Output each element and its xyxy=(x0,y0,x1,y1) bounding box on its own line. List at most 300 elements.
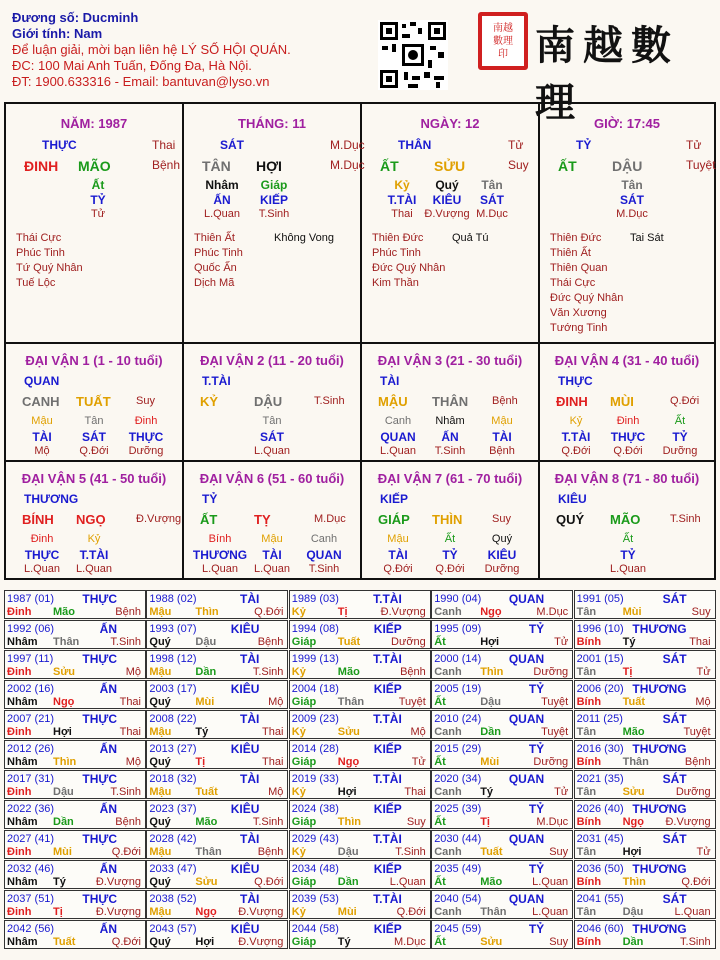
star-item: Dịch Mã xyxy=(194,277,235,289)
year-stem: Mậu xyxy=(149,846,172,858)
year-branch: Sửu xyxy=(53,666,76,678)
year-cell[interactable] xyxy=(146,890,288,919)
hidden-stem-item: Kỷ xyxy=(394,178,410,192)
star-item-2: Không Vong xyxy=(274,232,334,244)
year-god: QUAN xyxy=(508,772,545,786)
year-cell[interactable] xyxy=(289,860,431,889)
star-item: Tướng Tinh xyxy=(550,322,608,334)
pillar-branch-status: Suy xyxy=(508,158,529,172)
year-label: 1989 (03) xyxy=(291,593,339,605)
dai-van-stem: KỶ xyxy=(200,394,219,409)
year-stem: Kỷ xyxy=(291,726,306,738)
year-label: 2016 (30) xyxy=(576,743,624,755)
year-branch: Sửu xyxy=(622,786,645,798)
year-stem: Giáp xyxy=(291,636,317,648)
year-label: 2019 (33) xyxy=(291,773,339,785)
year-branch: Tuất xyxy=(195,786,218,798)
year-cell[interactable] xyxy=(289,800,431,829)
pillar-god-top: THÂN xyxy=(398,138,432,152)
dai-van-status: T.Sinh xyxy=(314,395,345,407)
year-branch: Hợi xyxy=(337,786,357,798)
year-label: 2033 (47) xyxy=(149,863,197,875)
year-cell[interactable] xyxy=(4,680,146,709)
year-branch: Tý xyxy=(53,876,66,888)
year-label: 2039 (53) xyxy=(291,893,339,905)
year-god: TỶ xyxy=(528,922,545,936)
year-god: KIẾP xyxy=(373,682,402,696)
pillar-grid xyxy=(4,102,716,580)
year-cell[interactable] xyxy=(431,710,573,739)
year-status: Q.Đới xyxy=(681,876,711,888)
year-cell[interactable] xyxy=(146,860,288,889)
year-stem: Tân xyxy=(576,786,597,798)
year-god: KIÊU xyxy=(230,742,260,756)
year-status: Tử xyxy=(696,846,711,858)
dai-van-god: KIÊU xyxy=(558,492,587,506)
year-status: Q.Đới xyxy=(254,606,284,618)
year-branch: Mão xyxy=(480,876,503,888)
year-label: 1997 (11) xyxy=(7,653,54,665)
year-status: Thai xyxy=(261,756,284,768)
year-stem: Mậu xyxy=(149,666,172,678)
year-stem: Canh xyxy=(434,666,462,678)
year-branch: Thìn xyxy=(337,816,362,828)
dai-van-hidden-item: QUAN xyxy=(380,430,416,444)
year-label: 2005 (19) xyxy=(434,683,482,695)
dai-van-hidden-item: Q.Đới xyxy=(79,445,109,457)
year-status: L.Quan xyxy=(532,876,569,888)
dai-van-cell[interactable] xyxy=(184,344,362,462)
star-item: Phúc Tinh xyxy=(16,247,65,259)
year-branch: Dậu xyxy=(53,786,74,798)
year-stem: Ất xyxy=(434,876,446,888)
year-branch: Thân xyxy=(622,756,649,768)
dai-van-hidden-item: T.TÀI xyxy=(561,430,591,444)
year-stem: Kỷ xyxy=(291,666,306,678)
dai-van-stem: QUÝ xyxy=(556,512,585,527)
year-god: ẤN xyxy=(99,922,117,936)
year-cell[interactable] xyxy=(431,590,573,619)
year-status: Bệnh xyxy=(400,666,426,678)
year-cell[interactable] xyxy=(289,770,431,799)
dai-van-cell[interactable] xyxy=(362,344,540,462)
year-god: KIẾP xyxy=(373,742,402,756)
year-label: 2004 (18) xyxy=(291,683,339,695)
year-status: Đ.Vượng xyxy=(95,876,141,888)
year-stem: Kỷ xyxy=(291,846,306,858)
pillar-branch: DẬU xyxy=(612,158,643,174)
dai-van-status: M.Dục xyxy=(314,513,346,525)
year-cell[interactable] xyxy=(146,680,288,709)
year-status: Đ.Vượng xyxy=(238,906,284,918)
year-god: TỶ xyxy=(528,802,545,816)
year-stem: Kỷ xyxy=(291,606,306,618)
year-cell[interactable] xyxy=(431,860,573,889)
year-god: THƯƠNG xyxy=(632,622,687,636)
dai-van-hidden-item: Q.Đới xyxy=(613,445,643,457)
pillar-top-status: M.Dục xyxy=(330,138,365,152)
dai-van-title: ĐẠI VẬN 2 (11 - 20 tuổi) xyxy=(200,353,344,368)
year-cell[interactable] xyxy=(4,920,146,949)
year-status: Q.Đới xyxy=(111,936,141,948)
name-value: Ducminh xyxy=(82,10,139,25)
year-cell[interactable] xyxy=(4,860,146,889)
dai-van-hidden-item: Ất xyxy=(622,533,634,545)
dai-van-hidden-item: Dưỡng xyxy=(662,445,698,457)
year-label: 1993 (07) xyxy=(149,623,197,635)
year-label: 2025 (39) xyxy=(434,803,482,815)
dai-van-cell[interactable] xyxy=(6,344,184,462)
hidden-stem: Tân xyxy=(621,178,643,192)
year-god: THƯƠNG xyxy=(632,682,687,696)
year-stem: Mậu xyxy=(149,786,172,798)
year-status: Q.Đới xyxy=(396,906,426,918)
dai-van-hidden-item: Dưỡng xyxy=(484,563,520,575)
year-god: QUAN xyxy=(508,892,545,906)
year-cell[interactable] xyxy=(289,650,431,679)
year-god: THƯƠNG xyxy=(632,802,687,816)
year-label: 2020 (34) xyxy=(434,773,482,785)
year-label: 2035 (49) xyxy=(434,863,482,875)
dai-van-hidden-item: TÀI xyxy=(388,548,408,562)
year-status: Tử xyxy=(696,666,711,678)
year-label: 2030 (44) xyxy=(434,833,482,845)
year-stem: Tân xyxy=(576,846,597,858)
dai-van-hidden-item: Mậu xyxy=(261,533,283,545)
year-cell[interactable] xyxy=(4,650,146,679)
year-cell[interactable] xyxy=(146,590,288,619)
dai-van-stem: CANH xyxy=(22,394,60,409)
year-cell[interactable] xyxy=(431,770,573,799)
year-status: T.Sinh xyxy=(252,816,284,828)
star-item: Đức Quý Nhân xyxy=(550,292,624,304)
dai-van-hidden-item: TỶ xyxy=(620,548,636,562)
year-branch: Ngọ xyxy=(622,816,644,828)
year-status: Mộ xyxy=(125,756,141,768)
contact-line-2: ĐC: 100 Mai Anh Tuấn, Đống Đa, Hà Nội. xyxy=(12,58,252,73)
year-stem: Tân xyxy=(576,666,597,678)
year-cell[interactable] xyxy=(289,590,431,619)
dai-van-hidden-item: T.Sinh xyxy=(434,445,466,457)
year-cell[interactable] xyxy=(146,740,288,769)
year-label: 2007 (21) xyxy=(7,713,55,725)
dai-van-status: Bệnh xyxy=(492,395,518,407)
year-branch: Thìn xyxy=(622,876,646,888)
qr-code-icon[interactable] xyxy=(378,20,448,90)
year-stem: Canh xyxy=(434,846,462,858)
year-status: Tử xyxy=(554,636,569,648)
year-branch: Tuất xyxy=(622,696,645,708)
year-cell[interactable] xyxy=(4,740,146,769)
year-god: TỶ xyxy=(528,622,545,636)
pillar-branch-status: Bệnh xyxy=(152,158,181,172)
dai-van-title: ĐẠI VẬN 5 (41 - 50 tuổi) xyxy=(21,471,167,486)
dai-van-title: ĐẠI VẬN 3 (21 - 30 tuổi) xyxy=(377,353,523,368)
year-god: QUAN xyxy=(508,832,545,846)
dai-van-hidden-item: Bệnh xyxy=(489,445,515,457)
hidden-stem-item: L.Quan xyxy=(203,208,241,220)
dai-van-stem: GIÁP xyxy=(378,512,410,527)
year-status: Thai xyxy=(119,696,141,708)
year-branch: Tuất xyxy=(53,936,76,948)
year-branch: Ngọ xyxy=(195,906,217,918)
year-cell[interactable] xyxy=(431,800,573,829)
year-god: ẤN xyxy=(99,622,117,636)
year-god: KIÊU xyxy=(230,802,260,816)
year-god: SÁT xyxy=(662,712,687,726)
dai-van-hidden-item: L.Quan xyxy=(609,563,647,575)
dai-van-status: Q.Đới xyxy=(670,395,700,407)
dai-van-hidden-item: TỶ xyxy=(672,430,688,444)
year-cell[interactable] xyxy=(431,830,573,859)
year-god: TÀI xyxy=(240,592,260,606)
year-branch: Mão xyxy=(337,666,360,678)
pillar-god-top: SÁT xyxy=(220,138,244,152)
year-status: Q.Đới xyxy=(111,846,141,858)
year-status: Thai xyxy=(261,726,284,738)
year-branch: Thân xyxy=(337,696,365,708)
year-cell[interactable] xyxy=(431,680,573,709)
dai-van-hidden-item: Q.Đới xyxy=(435,563,465,575)
year-cell[interactable] xyxy=(574,710,716,739)
dai-van-cell[interactable] xyxy=(362,462,540,578)
star-item: Thiên Đức xyxy=(372,232,424,244)
year-god: T.TÀI xyxy=(373,652,402,666)
year-cell[interactable] xyxy=(574,590,716,619)
year-cell[interactable] xyxy=(431,920,573,949)
year-label: 1998 (12) xyxy=(149,653,197,665)
dai-van-hidden-item: Q.Đới xyxy=(561,445,591,457)
year-branch: Dần xyxy=(337,876,359,888)
year-stem: Quý xyxy=(149,756,171,768)
dai-van-hidden-item: Đinh xyxy=(30,533,54,545)
year-branch: Dậu xyxy=(480,696,501,708)
hidden-god: TỶ xyxy=(90,193,106,207)
year-god: T.TÀI xyxy=(373,772,402,786)
gender-value: Nam xyxy=(73,26,103,41)
year-cell[interactable] xyxy=(146,830,288,859)
year-branch: Thìn xyxy=(53,756,77,768)
year-status: Suy xyxy=(549,846,569,858)
dai-van-hidden-item: QUAN xyxy=(306,548,342,562)
year-cell[interactable] xyxy=(4,590,146,619)
year-cell[interactable] xyxy=(4,890,146,919)
year-label: 2044 (58) xyxy=(291,923,339,935)
pillar-title: NGÀY: 12 xyxy=(420,116,480,131)
year-branch: Ngọ xyxy=(53,696,75,708)
year-status: Mộ xyxy=(268,786,284,798)
dai-van-cell[interactable] xyxy=(540,462,714,578)
year-god: SÁT xyxy=(662,892,687,906)
year-status: M.Dục xyxy=(394,936,426,948)
dai-van-cell[interactable] xyxy=(540,344,714,462)
hidden-stem-item: M.Dục xyxy=(476,208,508,220)
year-cell[interactable] xyxy=(4,620,146,649)
year-cell[interactable] xyxy=(574,770,716,799)
year-label: 2021 (35) xyxy=(576,773,624,785)
pillar-title: GIỜ: 17:45 xyxy=(593,116,660,131)
year-stem: Đinh xyxy=(7,606,32,618)
year-cell[interactable] xyxy=(146,620,288,649)
year-cell[interactable] xyxy=(146,920,288,949)
year-status: Dưỡng xyxy=(533,756,569,768)
dai-van-god: THỰC xyxy=(558,374,593,388)
year-status: Bệnh xyxy=(684,756,711,768)
year-stem: Giáp xyxy=(291,696,317,708)
year-stem: Nhâm xyxy=(7,636,38,648)
year-god: TỶ xyxy=(528,742,545,756)
year-label: 2000 (14) xyxy=(434,653,482,665)
brand-logo: 南越數理 xyxy=(535,22,679,126)
dai-van-hidden-item: Nhâm xyxy=(435,415,465,427)
year-cell[interactable] xyxy=(4,770,146,799)
year-cell[interactable] xyxy=(146,770,288,799)
year-cell[interactable] xyxy=(4,830,146,859)
year-status: M.Dục xyxy=(536,816,569,828)
year-cell[interactable] xyxy=(574,680,716,709)
year-god: THỰC xyxy=(82,832,117,846)
year-god: T.TÀI xyxy=(373,592,402,606)
year-cell[interactable] xyxy=(289,620,431,649)
year-god: T.TÀI xyxy=(373,712,402,726)
year-status: Thai xyxy=(119,726,141,738)
year-label: 2027 (41) xyxy=(7,833,55,845)
year-stem: Đinh xyxy=(7,846,32,858)
year-god: SÁT xyxy=(662,832,687,846)
year-cell[interactable] xyxy=(574,860,716,889)
year-label: 1990 (04) xyxy=(434,593,482,605)
year-god: KIÊU xyxy=(230,682,260,696)
star-item-2: Tai Sát xyxy=(630,232,664,244)
year-label: 1991 (05) xyxy=(576,593,624,605)
hidden-stem-item: Quý xyxy=(435,178,459,192)
year-god: THỰC xyxy=(82,772,117,786)
pillar-branch: HỢI xyxy=(256,158,282,174)
year-cell[interactable] xyxy=(574,650,716,679)
pillar-god-top: THỰC xyxy=(42,138,77,152)
year-label: 1995 (09) xyxy=(434,623,482,635)
pillar-stem: ĐINH xyxy=(24,158,59,174)
year-stem: Ất xyxy=(434,816,446,828)
year-god: THỰC xyxy=(82,712,117,726)
year-cell[interactable] xyxy=(289,710,431,739)
year-label: 2006 (20) xyxy=(576,683,624,695)
dai-van-cell[interactable] xyxy=(184,462,362,578)
year-cell[interactable] xyxy=(289,890,431,919)
dai-van-hidden-item: THỰC xyxy=(24,548,60,562)
year-label: 2002 (16) xyxy=(7,683,55,695)
pillar-title: THÁNG: 11 xyxy=(238,116,306,131)
year-status: Bệnh xyxy=(115,816,141,828)
year-cell[interactable] xyxy=(574,800,716,829)
year-label: 2029 (43) xyxy=(291,833,339,845)
dai-van-hidden-item: Canh xyxy=(384,415,412,427)
dai-van-title: ĐẠI VẬN 7 (61 - 70 tuổi) xyxy=(377,471,523,486)
dai-van-cell[interactable] xyxy=(6,462,184,578)
dai-van-hidden-item: Tân xyxy=(262,415,282,427)
dai-van-branch: TỴ xyxy=(254,512,271,527)
pillar-title: NĂM: 1987 xyxy=(60,116,128,131)
year-stem: Quý xyxy=(149,816,171,828)
name-label: Đương số: xyxy=(12,10,80,25)
year-stem: Giáp xyxy=(291,936,317,948)
year-cell[interactable] xyxy=(431,620,573,649)
year-cell[interactable] xyxy=(289,680,431,709)
year-stem: Đinh xyxy=(7,906,32,918)
pillar-cell xyxy=(540,104,714,344)
year-cell[interactable] xyxy=(574,890,716,919)
year-cell[interactable] xyxy=(431,740,573,769)
year-cell[interactable] xyxy=(146,710,288,739)
star-item: Tuế Lộc xyxy=(16,277,56,289)
year-branch: Mùi xyxy=(337,906,357,918)
dai-van-hidden-item: Ất xyxy=(444,533,456,545)
year-stem: Kỷ xyxy=(291,906,306,918)
year-stem: Mậu xyxy=(149,906,172,918)
pillar-cell xyxy=(362,104,540,344)
year-status: Mộ xyxy=(410,726,426,738)
year-cell[interactable] xyxy=(431,650,573,679)
dai-van-hidden-item: Ất xyxy=(674,415,686,427)
year-cell[interactable] xyxy=(289,740,431,769)
star-item: Quốc Ấn xyxy=(194,262,237,274)
year-god: THƯƠNG xyxy=(632,862,687,876)
dai-van-title: ĐẠI VẬN 1 (1 - 10 tuổi) xyxy=(25,353,163,368)
year-branch: Ngọ xyxy=(337,756,360,768)
dai-van-hidden-item: Mậu xyxy=(31,415,53,427)
dai-van-branch: MÃO xyxy=(610,512,641,527)
star-item: Thiên Ất xyxy=(194,232,235,244)
year-status: L.Quan xyxy=(389,876,426,888)
year-branch: Thân xyxy=(480,906,507,918)
year-cell[interactable] xyxy=(4,710,146,739)
year-cell[interactable] xyxy=(289,830,431,859)
dai-van-hidden-item: T.Sinh xyxy=(308,563,340,575)
year-god: THƯƠNG xyxy=(632,922,687,936)
pillar-top-status: Tử xyxy=(508,138,524,152)
year-cell[interactable] xyxy=(4,800,146,829)
year-branch: Tuất xyxy=(337,636,361,648)
year-status: M.Dục xyxy=(536,606,569,618)
year-cell[interactable] xyxy=(574,920,716,949)
year-label: 2010 (24) xyxy=(434,713,482,725)
dai-van-hidden-item: Đinh xyxy=(616,415,640,427)
year-cell[interactable] xyxy=(431,890,573,919)
year-label: 2014 (28) xyxy=(291,743,339,755)
year-label: 2024 (38) xyxy=(291,803,339,815)
year-cell[interactable] xyxy=(574,830,716,859)
year-branch: Tị xyxy=(195,756,206,768)
dai-van-title: ĐẠI VẬN 8 (71 - 80 tuổi) xyxy=(554,471,700,486)
dai-van-hidden-item: T.TÀI xyxy=(79,548,109,562)
year-cell[interactable] xyxy=(146,800,288,829)
year-stem: Nhâm xyxy=(7,876,38,888)
year-cell[interactable] xyxy=(574,740,716,769)
year-cell[interactable] xyxy=(574,620,716,649)
year-branch: Sửu xyxy=(337,726,360,738)
year-god: KIÊU xyxy=(230,922,260,936)
dai-van-branch: DẬU xyxy=(254,394,283,409)
hidden-stem: Ất xyxy=(91,178,105,192)
year-stem: Giáp xyxy=(291,756,317,768)
year-cell[interactable] xyxy=(146,650,288,679)
year-cell[interactable] xyxy=(289,920,431,949)
year-god: QUAN xyxy=(508,652,545,666)
dai-van-status: Suy xyxy=(492,513,511,525)
dai-van-hidden-item: THỰC xyxy=(128,430,164,444)
year-status: Đ.Vượng xyxy=(665,816,711,828)
year-god: TÀI xyxy=(240,712,260,726)
